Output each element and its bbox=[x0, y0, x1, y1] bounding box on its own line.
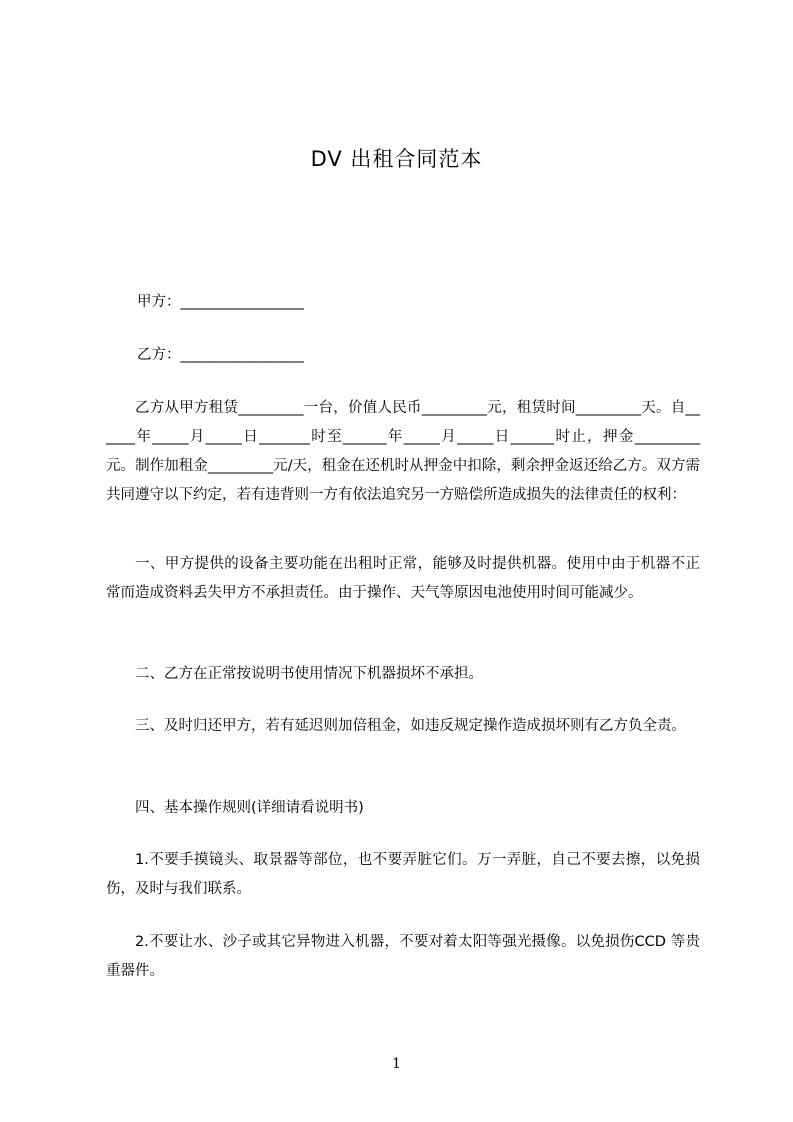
party-a-line: 甲方：_________________ bbox=[137, 294, 304, 310]
document-title: DV 出租合同范本 bbox=[310, 147, 483, 171]
clause-1: 一、甲方提供的设备主要功能在出租时正常，能够及时提供机器。使用中由于机器不正常而造成资料丢失甲方不承担责任。由于操作、天气等原因电池使用时间可能减少。 bbox=[106, 556, 700, 601]
clause-2: 二、乙方在正常按说明书使用情况下机器损坏不承担。 bbox=[135, 666, 483, 682]
clause-4: 四、基本操作规则(详细请看说明书) bbox=[135, 800, 364, 816]
clause-3: 三、及时归还甲方，若有延迟则加倍租金，如违反规定操作造成损坏则有乙方负全责。 bbox=[135, 718, 686, 734]
page-number: 1 bbox=[392, 1056, 401, 1072]
rule-1: 1.不要手摸镜头、取景器等部位，也不要弄脏它们。万一弄脏，自己不要去擦，以免损伤，及时与我们联系。 bbox=[106, 852, 700, 897]
party-b-line: 乙方：_________________ bbox=[137, 347, 304, 363]
rule-2: 2.不要让水、沙子或其它异物进入机器，不要对着太阳等强光摄像。以免损伤CCD 等贵重器件。 bbox=[106, 934, 700, 979]
intro-paragraph: 乙方从甲方租赁_________一台，价值人民币_________元，租赁时间_________天。自______年_____月_____日_______时至______年_____月_____日______时止，押金_________元。制作加租金_________元/天，租金在还机时从押金中扣除，剩余押金返还给乙方。双方需共同遵守以下约定，若有违背则一方有依法追究另一方赔偿所造成损失的法律责任的权利： bbox=[106, 400, 700, 503]
